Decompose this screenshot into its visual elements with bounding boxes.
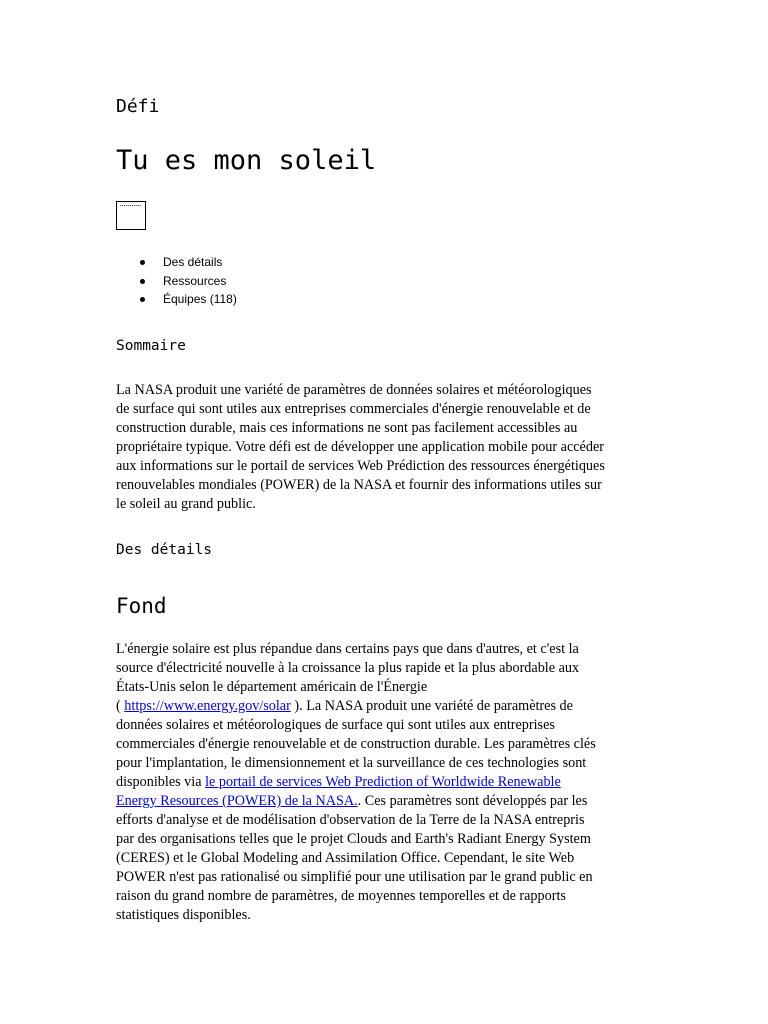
page-title: Tu es mon soleil [116, 145, 377, 176]
energy-gov-link[interactable]: https://www.energy.gov/solar [124, 698, 291, 714]
text-fragment: . Ces paramètres sont développés par les [357, 793, 588, 809]
paragraph-line: commerciales d'énergie renouvelable et de construction durable. Les paramètres clés [116, 736, 596, 752]
paragraph-line: (CERES) et le Global Modeling and Assimilation Office. Cependant, le site Web [116, 850, 575, 866]
paragraph-line: construction durable, mais ces informations ne sont pas facilement accessibles au [116, 420, 578, 436]
background-paragraph [116, 640, 656, 925]
paragraph-line: statistiques disponibles. [116, 907, 251, 923]
text-fragment: disponibles via [116, 774, 206, 790]
tab-details[interactable] [140, 253, 237, 272]
paragraph-line: par des organisations telles que le projet Clouds and Earth's Radiant Energy System [116, 831, 591, 847]
paragraph-line: L'énergie solaire est plus répandue dans certains pays que dans d'autres, et c'est la [116, 641, 579, 657]
background-heading: Fond [116, 594, 167, 618]
paragraph-line: aux informations sur le portail de services Web Prédiction des ressources énergétiques [116, 458, 605, 474]
text-fragment: ). La NASA produit une variété de paramètres de [290, 698, 573, 714]
paragraph-line: raison du grand nombre de paramètres, de moyennes temporelles et de rapports [116, 888, 566, 904]
tab-resources[interactable] [140, 272, 237, 291]
paragraph-line: source d'électricité nouvelle à la croissance la plus rapide et la plus abordable aux [116, 660, 580, 676]
paragraph-line: données solaires et météorologiques de surface qui sont utiles aux entreprises [116, 717, 555, 733]
tab-label: Équipes (118) [163, 292, 237, 306]
paragraph-line: le soleil au grand public. [116, 496, 256, 512]
summary-heading: Sommaire [116, 338, 186, 354]
paragraph-line: efforts d'analyse et de modélisation d'observation de la Terre de la NASA entrepris [116, 812, 585, 828]
paragraph-line: renouvelables mondiales (POWER) de la NASA et fournir des informations utiles sur [116, 477, 602, 493]
text-fragment: ( [116, 698, 125, 714]
summary-paragraph [116, 381, 656, 514]
challenge-kicker: Défi [116, 96, 160, 117]
paragraph-line: pour l'implantation, le dimensionnement et la surveillance de ces technologies sont [116, 755, 587, 771]
paragraph-line [116, 697, 656, 716]
paragraph-line: États-Unis selon le département américain de l'Énergie [116, 679, 428, 695]
challenge-tabs [140, 253, 237, 309]
tab-teams[interactable] [140, 290, 237, 309]
bullet [140, 279, 145, 284]
bullet [140, 297, 145, 302]
tab-label: Ressources [163, 273, 227, 288]
paragraph-line: de surface qui sont utiles aux entreprises commerciales d'énergie renouvelable et de [116, 401, 591, 417]
paragraph-line [116, 792, 656, 811]
power-portal-link-part2[interactable]: Energy Resources (POWER) de la NASA. [116, 793, 358, 809]
bullet [140, 260, 145, 265]
power-portal-link-part1[interactable]: le portail de services Web Prediction of Worldwide Renewable [205, 774, 561, 790]
paragraph-line: La NASA produit une variété de paramètres de données solaires et météorologiques [116, 382, 592, 398]
challenge-image [116, 201, 146, 230]
details-heading: Des détails [116, 542, 213, 558]
paragraph-line: POWER n'est pas rationalisé ou simplifié pour une utilisation par le grand public en [116, 869, 593, 885]
paragraph-line [116, 773, 656, 792]
paragraph-line: propriétaire typique. Votre défi est de développer une application mobile pour accéder [116, 439, 604, 455]
tab-label: Des détails [163, 255, 223, 269]
broken-image-icon [117, 202, 145, 229]
